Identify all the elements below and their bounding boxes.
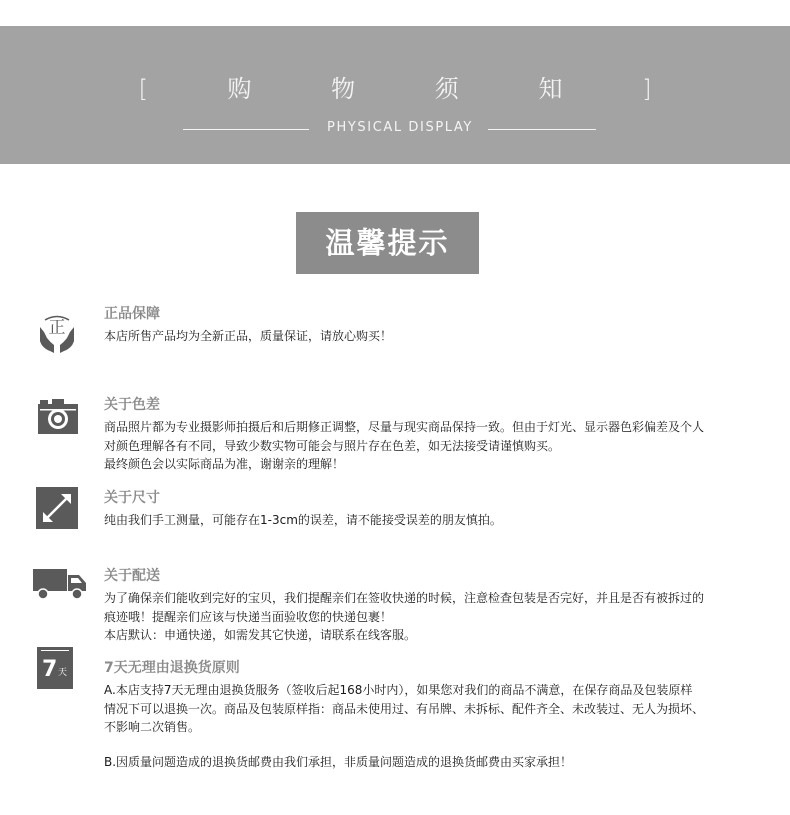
banner-subtitle: PHYSICAL DISPLAY <box>327 120 473 135</box>
body-line: 情况下可以退换一次。商品及包装原样指：商品未使用过、有吊牌、未拆标、配件齐全、未改装过、无人为损坏、 <box>104 701 705 716</box>
body-line: A.本店支持7天无理由退换货服务（签收后起168小时内），如果您对我们的商品不满意，在保存商品及包装原样 <box>104 683 693 697</box>
seven-days-unit: 天 <box>58 668 68 678</box>
section-size <box>0 487 790 537</box>
divider-line-right <box>488 129 596 130</box>
section-body <box>104 511 772 530</box>
section-color-difference <box>0 394 790 474</box>
resize-arrow-icon <box>36 487 78 529</box>
banner-subtitle-row <box>183 120 596 140</box>
section-body <box>104 681 772 771</box>
section-body <box>104 418 772 474</box>
svg-text:正: 正 <box>48 318 66 338</box>
section-body <box>104 589 772 645</box>
seven-days-icon <box>37 647 73 689</box>
section-title: 关于配送 <box>104 568 160 584</box>
section-title: 7天无理由退换货原则 <box>104 660 240 676</box>
body-line: 对颜色理解各有不同，导致少数实物可能会与照片存在色差，如无法接受请谨慎购买。 <box>104 438 561 453</box>
section-genuine <box>0 303 790 363</box>
section-seven-day-return <box>0 657 790 787</box>
body-line: 不影响二次销售。 <box>104 720 201 734</box>
body-line: 痕迹哦！提醒亲们应该与快递当面验收您的快递包裹！ <box>104 609 393 624</box>
body-line: 最终颜色会以实际商品为准，谢谢亲的理解！ <box>104 457 345 471</box>
section-delivery <box>0 565 790 645</box>
warm-tip-badge: 温馨提示 <box>296 212 479 274</box>
body-note: B.因质量问题造成的退换货邮费由我们承担，非质量问题造成的退换货邮费由买家承担！ <box>104 754 573 769</box>
section-title: 正品保障 <box>104 306 160 322</box>
body-line: 本店默认：申通快递，如需发其它快递，请联系在线客服。 <box>104 628 417 642</box>
seven-days-number: 7 <box>42 657 58 682</box>
camera-icon <box>36 396 80 436</box>
header-banner <box>0 26 790 164</box>
genuine-hands-icon <box>36 311 78 355</box>
body-line: 纯由我们手工测量，可能存在1-3cm的误差，请不能接受误差的朋友慎拍。 <box>104 513 502 527</box>
section-body <box>104 327 772 346</box>
banner-title: [ 购 物 须 知 ] <box>138 75 688 103</box>
body-line: 商品照片都为专业摄影师拍摄后和后期修正调整，尽量与现实商品保持一致。但由于灯光、显示器色彩偏差及个人 <box>104 420 705 434</box>
section-title: 关于尺寸 <box>104 490 160 506</box>
body-line: 本店所售产品均为全新正品，质量保证，请放心购买！ <box>104 329 393 343</box>
truck-icon <box>33 567 87 601</box>
divider-line-left <box>183 129 309 130</box>
section-title: 关于色差 <box>104 397 160 413</box>
body-line: 为了确保亲们能收到完好的宝贝，我们提醒亲们在签收快递的时候，注意检查包装是否完好，并且是否有被拆过的 <box>104 591 705 605</box>
